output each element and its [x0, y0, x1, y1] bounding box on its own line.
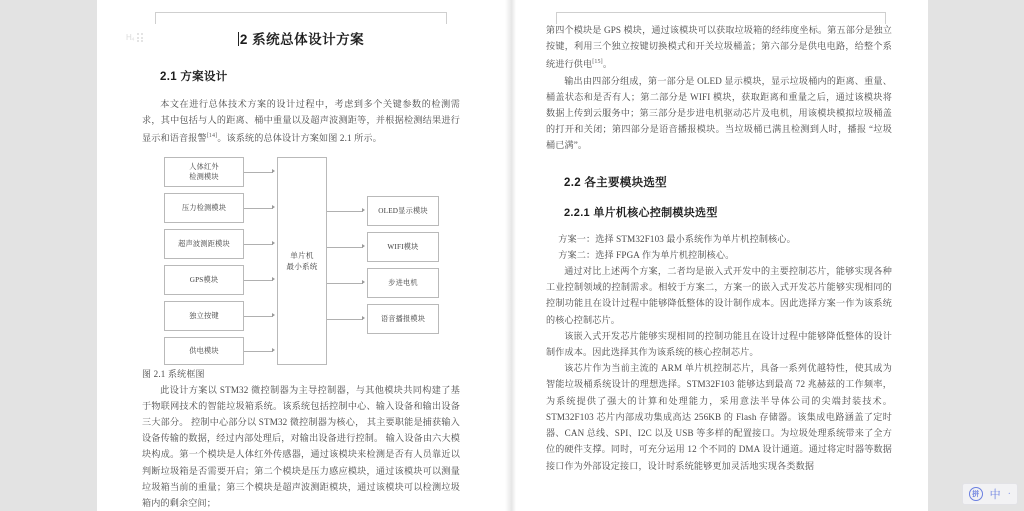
diagram-block-input-4	[164, 301, 244, 331]
diagram-connector-in-0	[244, 172, 273, 173]
paragraph-intro-part-a: 本文在进行总体技术方案的设计过程中，考虑到多个关键参数的检测需求，其中包括与人的距离、桶中重量以及超声波测距等，并根据检测结果进行显示和语音报警	[142, 99, 460, 144]
paragraph-chip-specs: 该芯片作为当前主流的 ARM 单片机控制芯片，具备一系列优越特性，使其成为智能垃圾桶系统设计的理想选择。STM32F103 能够达到最高 72 兆赫兹的工作频率，为系统提供了强大的计算和处理能力，采用意法半导体公司的尖端封装技术。STM32F103 芯片内部成功集成高达 256KB 的 Flash 存储器。该集成电路涵盖了定时器、CAN 总线、SPI、I2C 以及 USB 等多样的配置接口。为垃圾处理系统带来了全方位的硬件支撑。同时，可充分运用 12 个不同的 DMA 设计通道。通过将定时器等数据接口作为外部设定接口，设计时系统能够更加灵活地实现各类数据	[546, 363, 892, 471]
paragraph-intro	[142, 96, 460, 147]
diagram-arrow-out-3	[362, 316, 365, 320]
diagram-block-input-0-label: 人体红外 检测模块	[189, 162, 219, 181]
diagram-block-input-0	[164, 157, 244, 187]
diagram-connector-out-0	[327, 211, 363, 212]
diagram-arrow-out-0	[362, 208, 365, 212]
diagram-block-mcu	[277, 157, 327, 365]
ime-punctuation-mode-icon[interactable]: ·	[1007, 488, 1011, 500]
figure-caption: 图 2.1 系统框图	[142, 368, 205, 379]
subsection-heading-2-2-1: 2.2.1 单片机核心控制模块选型	[564, 206, 718, 219]
diagram-block-output-2-label: 步进电机	[388, 278, 418, 287]
diagram-block-mcu-label: 单片机 最小系统	[286, 250, 318, 271]
diagram-connector-in-1	[244, 208, 273, 209]
diagram-block-output-3	[367, 304, 439, 334]
text-caret	[238, 32, 239, 46]
drag-handle-icon[interactable]	[137, 33, 143, 42]
option-scheme-1: 方案一：选择 STM32F103 最小系统作为单片机控制核心。	[558, 233, 796, 244]
diagram-connector-in-5	[244, 351, 273, 352]
ime-indicator[interactable]	[962, 483, 1018, 505]
diagram-block-input-5	[164, 337, 244, 365]
paragraph-input-modules-cont	[546, 22, 892, 73]
diagram-block-output-0-label: OLED显示模块	[378, 206, 428, 215]
diagram-connector-out-1	[327, 247, 363, 248]
heading-level-label: H₄	[126, 33, 135, 42]
figure-system-block-diagram	[142, 153, 460, 365]
diagram-block-input-3-label: GPS模块	[189, 275, 219, 284]
diagram-arrow-in-0	[272, 169, 275, 173]
ime-language-mode[interactable]: 中	[989, 489, 1001, 501]
diagram-connector-in-4	[244, 316, 273, 317]
diagram-connector-in-3	[244, 280, 273, 281]
paragraph-scheme-comparison: 通过对比上述两个方案，二者均是嵌入式开发中的主要控制芯片，能够实现各种工业控制领域的控制需求。相较于方案二，方案一的嵌入式开发芯片能够实现相同的控制功能且在设计过程中能够降低整体的设计制作成本。因此选择方案一作为该系统的核心控制芯片。	[546, 266, 892, 325]
diagram-arrow-out-2	[362, 280, 365, 284]
diagram-block-input-2	[164, 229, 244, 259]
diagram-arrow-in-4	[272, 313, 275, 317]
diagram-block-output-2	[367, 268, 439, 298]
paragraph-input-modules-part-b: 。	[602, 59, 613, 70]
diagram-block-input-4-label: 独立按键	[189, 311, 219, 320]
diagram-arrow-in-2	[272, 241, 275, 245]
section-heading-2-2: 2.2 各主要模块选型	[564, 176, 667, 189]
block-diagram	[142, 153, 460, 365]
diagram-block-output-3-label: 语音播报模块	[380, 314, 426, 323]
paragraph-handle-icon[interactable]	[126, 33, 143, 42]
diagram-block-input-2-label: 超声波测距模块	[178, 239, 230, 248]
diagram-block-input-5-label: 供电模块	[189, 346, 219, 355]
page-title	[142, 28, 460, 48]
diagram-connector-in-2	[244, 244, 273, 245]
diagram-arrow-in-3	[272, 277, 275, 281]
diagram-connector-out-2	[327, 283, 363, 284]
paragraph-output-modules: 输出由四部分组成，第一部分是 OLED 显示模块，显示垃圾桶内的距离、重量、桶盖状态和是否有人；第二部分是 WIFI 模块，获取距离和重量之后，通过该模块将数据上传到云服务中；第三部分是步进电机驱动芯片及电机，用该模块模拟垃圾桶盖的打开和关闭；第四部分是语音播报模块。当垃圾桶已满且检测到人时，播报 “垃圾桶已满”。	[546, 75, 892, 151]
paragraph-design-overview: 此设计方案以 STM32 微控制器为主导控制器，与其他模块共同构建了基于物联网技术的智能垃圾箱系统。该系统包括控制中心、输入设备和输出设备三大部分。 控制中心部分以 STM32 微控制器为核心， 其主要职能是捕获输入设备传输的数据，经过内部处理后，对输出设备进行控制。 输入设备由六大模块构成。第一个模块是人体红外传感器，通过该模块来检测是否有人员靠近以判断垃圾箱是否需要开启；第二个模块是压力感应模块，通过该模块可以测量垃圾箱当前的重量；第三个模块是超声波测距模块，通过该模块可以检测垃圾箱内的剩余空间；	[142, 384, 460, 509]
footnote-marker-right: [15]	[592, 59, 603, 66]
diagram-block-output-1	[367, 232, 439, 262]
diagram-block-output-0	[367, 196, 439, 226]
chapter-heading-text: 2 系统总体设计方案	[239, 32, 365, 47]
page-gutter-shadow	[505, 0, 516, 511]
paragraph-input-modules-part-a: 第四个模块是 GPS 模块，通过该模块可以获取垃圾箱的经纬度坐标。第五部分是独立按键，利用三个独立按键切换模式和开关垃圾桶盖；第六部分是供电电路，给整个系统进行供电	[546, 25, 892, 70]
option-scheme-2: 方案二：选择 FPGA 作为单片机控制核心。	[558, 249, 735, 260]
diagram-block-input-1	[164, 193, 244, 223]
paragraph-intro-part-b: 。该系统的总体设计方案如图 2.1 所示。	[217, 133, 382, 144]
document-page-left[interactable]	[97, 0, 505, 511]
diagram-arrow-out-1	[362, 244, 365, 248]
document-page-right[interactable]	[516, 0, 928, 511]
paragraph-chip-rationale: 该嵌入式开发芯片能够实现相同的控制功能且在设计过程中能够降低整体的设计制作成本。因此选择其作为该系统的核心控制芯片。	[546, 330, 892, 358]
diagram-block-input-1-label: 压力检测模块	[181, 203, 227, 212]
diagram-arrow-in-5	[272, 348, 275, 352]
diagram-arrow-in-1	[272, 205, 275, 209]
diagram-block-output-1-label: WIFI模块	[387, 242, 419, 251]
section-heading-2-1: 2.1 方案设计	[160, 71, 228, 83]
left-page-body	[142, 22, 460, 511]
diagram-connector-out-3	[327, 319, 363, 320]
right-page-body	[546, 22, 892, 474]
diagram-block-input-3	[164, 265, 244, 295]
ime-logo-icon: 拼	[969, 487, 983, 501]
footnote-marker: [14]	[206, 133, 218, 140]
